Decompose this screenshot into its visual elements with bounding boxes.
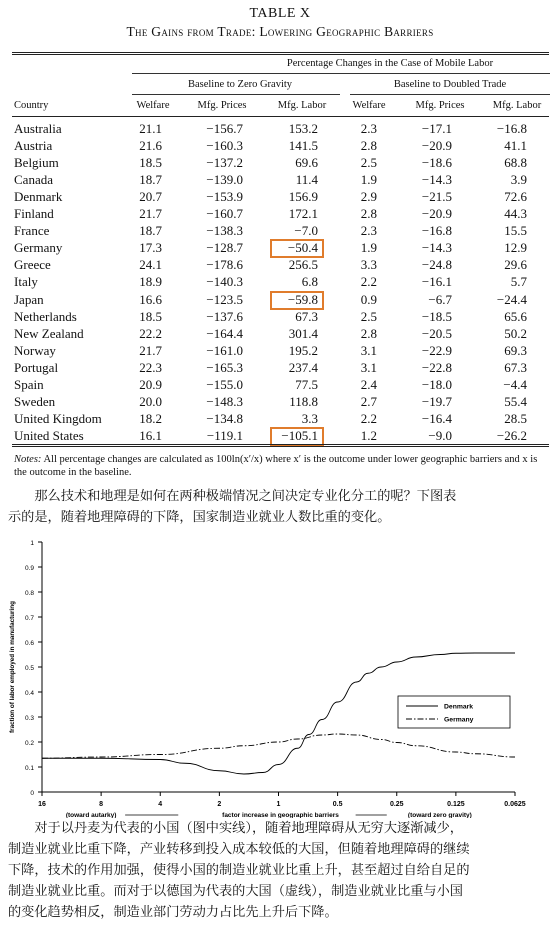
y-tick-label: 1	[30, 540, 34, 547]
value-cell: −138.3	[206, 223, 243, 239]
country-cell: Netherlands	[14, 308, 77, 324]
value-cell: 3.3	[301, 410, 318, 426]
value-cell: 2.9	[360, 189, 377, 205]
y-tick-label: 0.1	[24, 765, 34, 772]
series-germany-line	[42, 734, 515, 758]
value-cell: 20.9	[139, 376, 162, 392]
x-tick-label: 0.0625	[504, 801, 526, 808]
paragraph-intro	[8, 486, 554, 528]
value-cell: 67.3	[504, 359, 527, 375]
x-tick-label: 0.5	[332, 801, 343, 808]
value-cell: −137.6	[206, 308, 243, 324]
value-cell: 2.8	[360, 325, 377, 341]
value-cell: −140.3	[206, 274, 243, 290]
value-cell: 195.2	[288, 342, 318, 358]
value-cell: 20.0	[139, 393, 162, 409]
value-cell: −153.9	[206, 189, 243, 205]
value-cell: −16.4	[421, 410, 452, 426]
value-cell: −4.4	[503, 376, 527, 392]
value-cell: 20.7	[139, 189, 162, 205]
value-cell: −22.8	[421, 359, 452, 375]
value-cell: 77.5	[295, 376, 318, 392]
country-cell: Japan	[14, 291, 44, 307]
group-doubled-trade: Baseline to Doubled Trade	[393, 79, 507, 90]
value-cell: −9.0	[428, 427, 452, 443]
value-cell: 16.1	[139, 427, 162, 443]
legend-label-denmark: Denmark	[444, 703, 474, 711]
value-cell: 1.2	[360, 427, 377, 443]
col-mfg-labor-2: Mfg. Labor	[492, 100, 542, 111]
value-cell: −161.0	[206, 342, 243, 358]
y-tick-label: 0.2	[24, 740, 34, 747]
value-cell: 3.1	[360, 342, 377, 358]
value-cell: −16.8	[421, 223, 452, 239]
value-cell: −178.6	[206, 257, 243, 273]
value-cell: 72.6	[504, 189, 527, 205]
value-cell: −128.7	[206, 240, 243, 256]
col-mfg-prices-2: Mfg. Prices	[415, 100, 465, 111]
value-cell: 15.5	[504, 223, 527, 239]
country-cell: Sweden	[14, 393, 56, 409]
value-cell: −16.8	[496, 121, 527, 136]
value-cell: −164.4	[206, 325, 243, 341]
y-tick-label: 0.5	[24, 665, 34, 672]
value-cell: −156.7	[206, 121, 243, 136]
y-tick-label: 0.3	[24, 715, 34, 722]
country-cell: France	[14, 223, 50, 239]
value-cell: −18.5	[421, 308, 452, 324]
value-cell: −20.9	[421, 206, 452, 222]
value-cell: 17.3	[139, 240, 162, 256]
para2-line-3: 下降，技术的作用加强，使得小国的制造业就业比重上升，甚至超过自给自足的	[8, 863, 470, 878]
value-cell: 2.7	[360, 393, 377, 409]
value-cell: 21.1	[139, 121, 162, 136]
x-tick-label: 4	[158, 801, 163, 808]
value-cell: 65.6	[504, 308, 527, 324]
value-cell: −24.4	[496, 291, 527, 307]
column-spanner: Percentage Changes in the Case of Mobile Labor	[286, 58, 494, 69]
col-welfare-1: Welfare	[136, 100, 170, 111]
value-cell: −26.2	[496, 427, 527, 443]
value-cell: 55.4	[504, 393, 527, 409]
value-cell: 237.4	[288, 359, 318, 375]
country-cell: United Kingdom	[14, 410, 102, 426]
x-caption-right: (toward zero gravity)	[407, 812, 472, 818]
country-cell: Canada	[14, 172, 53, 188]
value-cell: −139.0	[206, 172, 243, 188]
value-cell: 12.9	[504, 240, 527, 256]
para1-line-2: 示的是，随着地理障碍的下降，国家制造业就业人数比重的变化。	[8, 510, 391, 525]
value-cell: −19.7	[421, 393, 452, 409]
value-cell: 2.4	[360, 376, 377, 392]
value-cell: 0.9	[360, 291, 377, 307]
value-cell: 50.2	[504, 325, 527, 341]
value-cell: 21.6	[139, 138, 162, 154]
country-cell: New Zealand	[14, 325, 84, 341]
value-cell: −134.8	[206, 410, 243, 426]
value-cell: −17.1	[421, 121, 452, 136]
para1-line-1: 那么技术和地理是如何在两种极端情况之间决定专业化分工的呢？下图表	[8, 489, 457, 504]
value-cell: 156.9	[288, 189, 318, 205]
value-cell: 172.1	[288, 206, 318, 222]
paragraph-explanation	[8, 818, 554, 923]
x-caption-left: (toward autarky)	[65, 812, 117, 818]
value-cell: 24.1	[139, 257, 162, 273]
value-cell: 3.3	[360, 257, 377, 273]
value-cell: 153.2	[288, 121, 318, 136]
country-cell: Denmark	[14, 189, 63, 205]
country-cell: Austria	[14, 138, 53, 154]
header-rule	[12, 116, 549, 117]
country-cell: Finland	[14, 206, 54, 222]
value-cell: −16.1	[421, 274, 452, 290]
para2-line-5: 的变化趋势相反，制造业部门劳动力占比先上升后下降。	[8, 905, 338, 920]
value-cell: 2.5	[360, 308, 377, 324]
value-cell: −137.2	[206, 155, 243, 171]
value-cell: −160.3	[206, 138, 243, 154]
value-cell: −165.3	[206, 359, 243, 375]
value-cell: 18.7	[139, 223, 162, 239]
value-cell: 2.8	[360, 206, 377, 222]
value-cell: −148.3	[206, 393, 243, 409]
y-tick-label: 0.8	[24, 590, 34, 597]
value-cell: −105.1	[281, 427, 318, 443]
value-cell: 301.4	[288, 325, 318, 341]
y-axis-label: fraction of labor employed in manufacturing	[9, 601, 16, 733]
value-cell: 18.2	[139, 410, 162, 426]
country-cell: Norway	[14, 342, 56, 358]
x-caption-mid: factor increase in geographic barriers	[222, 812, 339, 818]
value-cell: 2.8	[360, 138, 377, 154]
y-tick-label: 0.7	[24, 615, 34, 622]
table-notes	[14, 453, 548, 479]
para2-line-1: 对于以丹麦为代表的小国（图中实线），随着地理障碍从无穷大逐渐减少，	[8, 821, 463, 836]
country-cell: United States	[14, 427, 84, 443]
value-cell: 69.3	[504, 342, 527, 358]
value-cell: 2.3	[360, 223, 377, 239]
value-cell: −22.9	[421, 342, 452, 358]
value-cell: −119.1	[206, 427, 243, 443]
value-cell: 1.9	[360, 240, 377, 256]
country-cell: Belgium	[14, 155, 59, 171]
rule-bottom	[12, 444, 549, 445]
value-cell: 141.5	[288, 138, 318, 154]
notes-text: All percentage changes are calculated as 100ln(x′/x) where x′ is the outcome under lower geographic barriers and x is the outcome in the baseline.	[14, 454, 538, 478]
table-label: TABLE X	[249, 6, 311, 21]
x-tick-label: 0.125	[447, 801, 465, 808]
value-cell: −6.7	[428, 291, 452, 307]
value-cell: 21.7	[139, 342, 162, 358]
highlight-box	[270, 239, 324, 258]
value-cell: 28.5	[504, 410, 527, 426]
value-cell: 29.6	[504, 257, 527, 273]
highlight-box	[270, 291, 324, 310]
value-cell: −14.3	[421, 240, 452, 256]
value-cell: −7.0	[294, 223, 318, 239]
col-mfg-labor-1: Mfg. Labor	[277, 100, 327, 111]
value-cell: 5.7	[510, 274, 527, 290]
col-mfg-prices-1: Mfg. Prices	[197, 100, 247, 111]
x-tick-label: 1	[276, 801, 281, 808]
group2-rule	[350, 94, 550, 95]
value-cell: 68.8	[504, 155, 527, 171]
value-cell: −18.0	[421, 376, 452, 392]
value-cell: 2.2	[360, 274, 377, 290]
value-cell: 18.9	[139, 274, 162, 290]
col-country: Country	[14, 100, 49, 111]
manufacturing-share-chart	[0, 536, 560, 818]
y-tick-label: 0.9	[24, 565, 34, 572]
value-cell: 256.5	[288, 257, 318, 273]
value-cell: −155.0	[206, 376, 243, 392]
value-cell: 22.2	[139, 325, 162, 341]
value-cell: −123.5	[206, 291, 243, 307]
value-cell: 18.5	[139, 308, 162, 324]
value-cell: 6.8	[301, 274, 318, 290]
value-cell: −24.8	[421, 257, 452, 273]
group1-rule	[132, 94, 340, 95]
value-cell: 44.3	[504, 206, 527, 222]
value-cell: −160.7	[206, 206, 243, 222]
value-cell: 22.3	[139, 359, 162, 375]
value-cell: 3.1	[360, 359, 377, 375]
country-cell: Greece	[14, 257, 51, 273]
value-cell: −20.5	[421, 325, 452, 341]
value-cell: −50.4	[287, 240, 318, 256]
col-welfare-2: Welfare	[352, 100, 386, 111]
y-tick-label: 0.6	[24, 640, 34, 647]
rule-bottom-double	[12, 446, 549, 447]
spanner-rule	[132, 73, 550, 74]
value-cell: 2.2	[360, 410, 377, 426]
value-cell: −59.8	[287, 291, 318, 307]
value-cell: 2.5	[360, 155, 377, 171]
rule-top	[12, 52, 549, 53]
value-cell: 1.9	[360, 172, 377, 188]
x-tick-label: 16	[38, 801, 46, 808]
para2-line-2: 制造业就业比重下降，产业转移到投入成本较低的大国，但随着地理障碍的继续	[8, 842, 470, 857]
value-cell: −20.9	[421, 138, 452, 154]
country-cell: Australia	[14, 121, 62, 136]
notes-label: Notes:	[14, 454, 42, 465]
value-cell: 67.3	[295, 308, 318, 324]
value-cell: 118.8	[289, 393, 318, 409]
value-cell: 69.6	[295, 155, 318, 171]
value-cell: 3.9	[510, 172, 527, 188]
value-cell: 18.5	[139, 155, 162, 171]
value-cell: 41.1	[504, 138, 527, 154]
value-cell: −18.6	[421, 155, 452, 171]
country-cell: Germany	[14, 240, 63, 256]
x-tick-label: 0.25	[389, 801, 404, 808]
country-cell: Portugal	[14, 359, 59, 375]
country-cell: Spain	[14, 376, 44, 392]
rule-top-double	[12, 54, 549, 55]
x-tick-label: 2	[217, 801, 222, 808]
value-cell: −14.3	[421, 172, 452, 188]
para2-line-4: 制造业就业比重。而对于以德国为代表的大国（虚线），制造业就业比重与小国	[8, 884, 463, 899]
y-tick-label: 0	[30, 790, 34, 797]
value-cell: 11.4	[295, 172, 318, 188]
value-cell: 18.7	[139, 172, 162, 188]
value-cell: −21.5	[421, 189, 452, 205]
value-cell: 21.7	[139, 206, 162, 222]
x-tick-label: 8	[99, 801, 104, 808]
value-cell: 16.6	[139, 291, 162, 307]
legend-label-germany: Germany	[444, 716, 474, 724]
group-zero-gravity: Baseline to Zero Gravity	[187, 79, 293, 90]
value-cell: 2.3	[360, 121, 377, 136]
y-tick-label: 0.4	[24, 690, 34, 697]
country-cell: Italy	[14, 274, 38, 290]
table-caption: The Gains from Trade: Lowering Geographic Barriers	[126, 24, 434, 39]
